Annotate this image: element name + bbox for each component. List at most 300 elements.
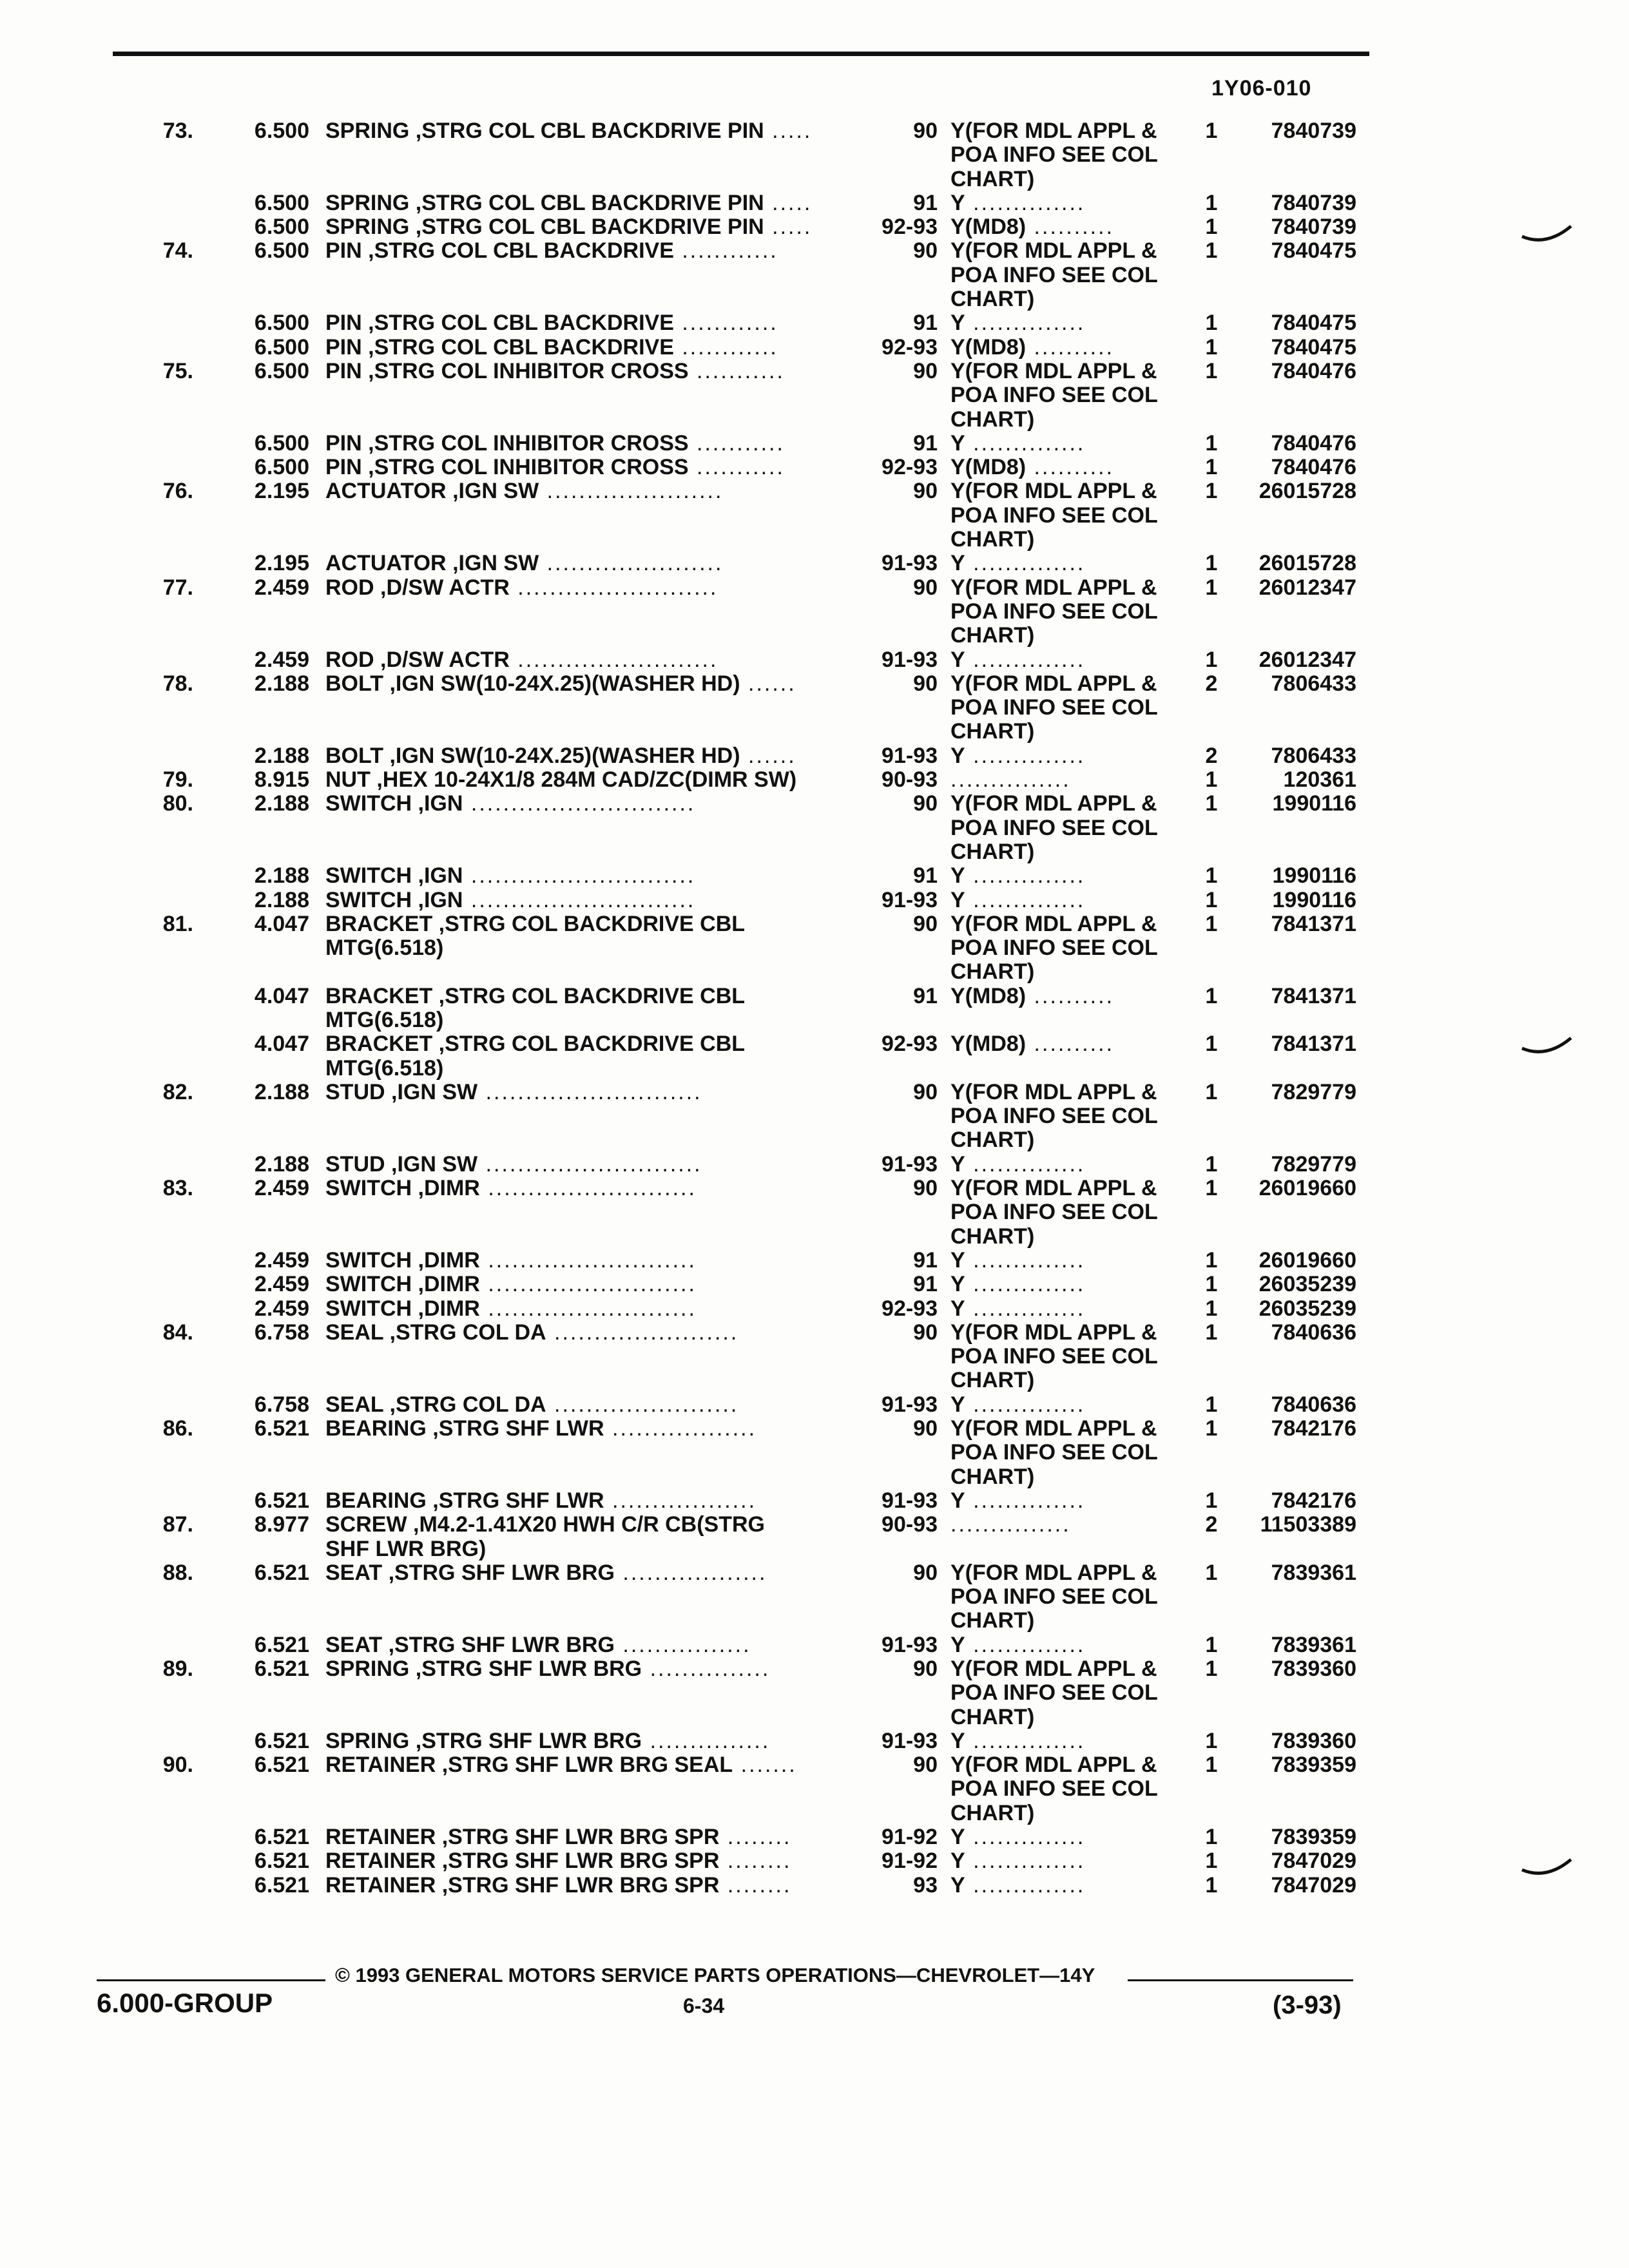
- top-rule: [113, 52, 1369, 56]
- leader-dots: ...............: [950, 1513, 1071, 1537]
- part-name: SWITCH: [325, 1248, 412, 1273]
- application-text: Y: [950, 1273, 965, 1297]
- part-name: SWITCH: [325, 792, 412, 816]
- part-description: [325, 1249, 860, 1273]
- quantity: 1: [1205, 1296, 1218, 1321]
- application: [950, 479, 1170, 503]
- part-detail: ,IGN: [412, 792, 463, 816]
- leader-dots: ...............: [642, 1657, 771, 1681]
- part-number: 1990116: [1272, 791, 1356, 816]
- part-description: [325, 311, 860, 335]
- group-number: 2.459: [254, 1176, 309, 1201]
- model-years: 91-93: [882, 647, 938, 672]
- application-text: CHART): [950, 960, 1035, 985]
- leader-dots: ..............: [965, 1729, 1086, 1753]
- quantity: 2: [1205, 671, 1218, 696]
- part-detail: ,STRG SHF LWR BRG: [382, 1561, 615, 1585]
- part-name: SEAT: [325, 1633, 383, 1657]
- part-number: 7839361: [1271, 1632, 1356, 1657]
- quantity: 1: [1205, 1247, 1218, 1273]
- table-row: [0, 143, 1629, 167]
- part-description: [325, 456, 860, 479]
- application: [950, 792, 1170, 816]
- part-description: [325, 864, 860, 888]
- table-row: [0, 1465, 1629, 1489]
- group-number: 2.195: [254, 551, 309, 576]
- leader-dots: ..............: [965, 1849, 1086, 1874]
- part-detail: ,STRG COL CBL BACKDRIVE PIN: [409, 191, 764, 215]
- part-number: 26012347: [1258, 575, 1356, 600]
- table-row: [0, 1706, 1629, 1729]
- application-text: CHART): [950, 720, 1035, 744]
- application: [950, 1369, 1170, 1392]
- leader-dots: ............................: [463, 864, 696, 889]
- table-row: [0, 1345, 1629, 1369]
- group-number: 6.500: [254, 430, 309, 456]
- part-number: 26019660: [1258, 1176, 1356, 1201]
- part-detail: ,STRG SHF LWR BRG: [382, 1633, 615, 1657]
- group-number: 2.188: [254, 1151, 309, 1177]
- application: [950, 1200, 1170, 1224]
- model-years: 91: [913, 1247, 938, 1273]
- application-text: CHART): [950, 528, 1035, 552]
- quantity: 1: [1205, 767, 1218, 793]
- application-text: POA INFO SEE COL: [950, 1777, 1158, 1802]
- application-text: Y: [950, 1825, 965, 1850]
- part-name: PIN: [325, 456, 362, 480]
- part-name: PIN: [325, 431, 362, 456]
- leader-dots: ...........: [688, 431, 785, 456]
- part-description: [325, 1008, 860, 1032]
- model-years: 91-93: [882, 887, 938, 912]
- part-name: PIN: [325, 359, 362, 383]
- application: [950, 1104, 1170, 1128]
- application: [950, 1802, 1170, 1825]
- application: [950, 1561, 1170, 1585]
- leader-dots: ..................: [604, 1488, 757, 1513]
- margin-tick-mark: [1521, 1034, 1572, 1060]
- part-detail: ,D/SW ACTR: [374, 648, 510, 672]
- part-detail: ,DIMR: [412, 1273, 480, 1297]
- table-row: [0, 696, 1629, 720]
- table-row: [0, 576, 1629, 600]
- table-row: [0, 1681, 1629, 1705]
- ref-number: 90.: [162, 1753, 193, 1778]
- part-detail: MTG(6.518): [325, 1008, 444, 1032]
- application: [950, 624, 1170, 648]
- part-number: 7840739: [1271, 215, 1356, 240]
- leader-dots: ........: [719, 1849, 792, 1874]
- application-text: CHART): [950, 624, 1035, 648]
- leader-dots: ..........: [1026, 456, 1115, 480]
- application-text: Y: [950, 1152, 965, 1177]
- application: [950, 1297, 1170, 1321]
- table-row: [0, 720, 1629, 744]
- leader-dots: ............................: [463, 792, 696, 816]
- application: [950, 552, 1170, 575]
- model-years: 91: [913, 863, 938, 889]
- leader-dots: ...........: [688, 359, 785, 383]
- application: [950, 360, 1170, 383]
- part-detail: ,STRG COL BACKDRIVE CBL: [432, 912, 746, 936]
- model-years: 90: [913, 238, 938, 264]
- application-text: POA INFO SEE COL: [950, 1200, 1158, 1225]
- table-row: [0, 432, 1629, 456]
- application: [950, 336, 1170, 360]
- part-description: [325, 1489, 860, 1513]
- leader-dots: ............: [673, 311, 778, 336]
- part-detail: ,IGN: [412, 888, 463, 912]
- part-detail: ,STRG COL INHIBITOR CROSS: [361, 456, 689, 480]
- quantity: 1: [1205, 1632, 1218, 1657]
- part-number: 7806433: [1271, 743, 1356, 768]
- application: [950, 1128, 1170, 1152]
- part-name: RETAINER: [325, 1849, 436, 1874]
- quantity: 1: [1205, 1392, 1218, 1417]
- margin-tick-mark: [1521, 222, 1572, 248]
- model-years: 91: [913, 190, 938, 215]
- quantity: 1: [1205, 215, 1218, 240]
- table-row: [0, 1177, 1629, 1200]
- group-number: 6.500: [254, 238, 309, 264]
- application-text: Y: [950, 888, 965, 912]
- group-number: 2.195: [254, 479, 309, 504]
- part-detail: ,STRG COL DA: [383, 1320, 546, 1345]
- application-text: CHART): [950, 167, 1035, 191]
- ref-number: 82.: [162, 1079, 193, 1104]
- table-row: [0, 1225, 1629, 1249]
- part-number: 1990116: [1272, 863, 1356, 889]
- table-row: [0, 336, 1629, 360]
- model-years: 91: [913, 311, 938, 336]
- part-number: 7840476: [1271, 358, 1356, 383]
- part-number: 7840476: [1271, 430, 1356, 456]
- leader-dots: .....: [764, 119, 813, 143]
- application: [950, 889, 1170, 912]
- table-row: [0, 1489, 1629, 1513]
- leader-dots: ..............: [965, 1152, 1086, 1177]
- group-number: 2.459: [254, 1247, 309, 1273]
- application-text: Y: [950, 744, 965, 768]
- table-row: [0, 1057, 1629, 1081]
- application-text: POA INFO SEE COL: [950, 263, 1158, 287]
- table-row: [0, 816, 1629, 840]
- table-row: [0, 1825, 1629, 1849]
- part-name: NUT: [325, 768, 371, 793]
- table-row: [0, 360, 1629, 383]
- part-name: SEAL: [325, 1392, 384, 1417]
- leader-dots: .......: [733, 1753, 797, 1778]
- model-years: 90: [913, 1079, 938, 1104]
- model-years: 91-93: [882, 1151, 938, 1177]
- part-detail: MTG(6.518): [325, 1056, 444, 1081]
- model-years: 91-93: [882, 551, 938, 576]
- part-name: SWITCH: [325, 1296, 412, 1321]
- part-name: SPRING: [325, 215, 410, 240]
- model-years: 90: [913, 358, 938, 383]
- application-text: Y(MD8): [950, 984, 1027, 1008]
- table-row: [0, 191, 1629, 215]
- part-name: SEAL: [325, 1320, 384, 1345]
- application: [950, 215, 1170, 239]
- quantity: 1: [1205, 983, 1218, 1008]
- part-description: [325, 1849, 860, 1873]
- table-row: [0, 985, 1629, 1008]
- table-row: [0, 1561, 1629, 1585]
- application: [950, 1225, 1170, 1249]
- application: [950, 1585, 1170, 1609]
- leader-dots: ..............: [965, 1633, 1086, 1657]
- application-text: Y(FOR MDL APPL &: [950, 119, 1157, 143]
- part-number: 7842176: [1271, 1488, 1356, 1513]
- application-text: Y(FOR MDL APPL &: [950, 1080, 1157, 1104]
- part-detail: ,D/SW ACTR: [374, 575, 510, 600]
- model-years: 92-93: [882, 1032, 938, 1057]
- table-row: [0, 768, 1629, 792]
- application: [950, 1273, 1170, 1296]
- leader-dots: .........................: [509, 575, 718, 600]
- part-detail: ,STRG COL CBL BACKDRIVE: [361, 335, 674, 360]
- table-row: [0, 456, 1629, 479]
- table-row: [0, 1849, 1629, 1873]
- leader-dots: ........: [719, 1873, 792, 1898]
- part-description: [325, 1393, 860, 1417]
- part-number: 26015728: [1258, 479, 1356, 504]
- part-number: 7840475: [1271, 311, 1356, 336]
- application-text: CHART): [950, 1224, 1035, 1249]
- part-number: 26035239: [1258, 1272, 1356, 1297]
- quantity: 1: [1205, 1825, 1218, 1850]
- part-description: [325, 1177, 860, 1200]
- part-detail: ,HEX 10-24X1/8 284M CAD/ZC(DIMR SW): [370, 768, 797, 793]
- footer-copyright: © 1993 GENERAL MOTORS SERVICE PARTS OPERATIONS—CHEVROLET—14Y: [335, 1964, 1095, 1986]
- table-row: [0, 1513, 1629, 1537]
- part-number: 7839361: [1271, 1560, 1356, 1585]
- footer-group-label: 6.000-GROUP: [97, 1988, 273, 2018]
- application-text: Y(FOR MDL APPL &: [950, 792, 1157, 816]
- part-number: 7840636: [1271, 1320, 1356, 1345]
- part-detail: ,STRG SHF LWR: [426, 1417, 604, 1441]
- part-number: 7840636: [1271, 1392, 1356, 1417]
- quantity: 1: [1205, 430, 1218, 456]
- quantity: 1: [1205, 575, 1218, 600]
- application: [950, 408, 1170, 432]
- model-years: 90: [913, 1657, 938, 1681]
- application: [950, 840, 1170, 864]
- table-row: [0, 864, 1629, 888]
- application: [950, 576, 1170, 600]
- part-detail: ,M4.2-1.41X20 HWH C/R CB(STRG: [407, 1513, 766, 1537]
- application: [950, 119, 1170, 143]
- part-number: 7841371: [1271, 1032, 1356, 1057]
- application-text: POA INFO SEE COL: [950, 936, 1158, 961]
- table-row: [0, 1393, 1629, 1417]
- leader-dots: ..........................: [479, 1177, 697, 1201]
- part-detail: ,STRG COL DA: [383, 1392, 546, 1417]
- quantity: 1: [1205, 863, 1218, 889]
- application-text: Y: [950, 648, 965, 672]
- part-number: 7806433: [1271, 671, 1356, 696]
- application: [950, 768, 1170, 792]
- table-row: [0, 1729, 1629, 1753]
- leader-dots: ..............: [965, 1273, 1086, 1297]
- table-row: [0, 1874, 1629, 1898]
- application: [950, 239, 1170, 263]
- quantity: 1: [1205, 190, 1218, 215]
- table-row: [0, 1081, 1629, 1104]
- application: [950, 1753, 1170, 1777]
- table-row: [0, 1777, 1629, 1801]
- application-text: POA INFO SEE COL: [950, 696, 1158, 720]
- table-row: [0, 648, 1629, 672]
- part-number: 120361: [1283, 767, 1356, 793]
- application-text: Y: [950, 1729, 965, 1753]
- application: [950, 1609, 1170, 1633]
- group-number: 6.521: [254, 1632, 309, 1657]
- leader-dots: ..............: [965, 1873, 1086, 1898]
- application: [950, 1657, 1170, 1681]
- application: [950, 1177, 1170, 1200]
- leader-dots: ..........: [1026, 984, 1115, 1008]
- quantity: 1: [1205, 1560, 1218, 1585]
- table-row: [0, 1657, 1629, 1681]
- quantity: 1: [1205, 1320, 1218, 1345]
- model-years: 92-93: [882, 334, 938, 360]
- application: [950, 1681, 1170, 1705]
- application: [950, 287, 1170, 311]
- part-number: 7839360: [1271, 1657, 1356, 1681]
- ref-number: 89.: [162, 1657, 193, 1681]
- part-detail: ,STRG COL BACKDRIVE CBL: [432, 984, 746, 1008]
- part-number: 7839359: [1271, 1753, 1356, 1778]
- ref-number: 74.: [162, 238, 193, 264]
- model-years: 90: [913, 1176, 938, 1201]
- margin-tick-mark: [1521, 1856, 1572, 1881]
- application-text: CHART): [950, 1128, 1035, 1153]
- part-number: 7840475: [1271, 334, 1356, 360]
- model-years: 91-93: [882, 1632, 938, 1657]
- application-text: Y: [950, 1633, 965, 1657]
- application-text: CHART): [950, 287, 1035, 312]
- part-description: [325, 1657, 860, 1681]
- group-number: 2.188: [254, 743, 309, 768]
- leader-dots: ..............: [965, 1488, 1086, 1513]
- quantity: 2: [1205, 1512, 1218, 1537]
- application: [950, 1825, 1170, 1849]
- application-text: POA INFO SEE COL: [950, 1345, 1158, 1369]
- part-number: 11503389: [1260, 1512, 1356, 1537]
- application: [950, 1729, 1170, 1753]
- group-number: 2.459: [254, 1272, 309, 1297]
- part-description: [325, 792, 860, 816]
- part-number: 26015728: [1258, 551, 1356, 576]
- application: [950, 1633, 1170, 1657]
- part-name: BRACKET: [325, 984, 433, 1008]
- part-description: [325, 1081, 860, 1104]
- part-number: 7841371: [1271, 911, 1356, 936]
- application-text: CHART): [950, 407, 1035, 432]
- model-years: 91-93: [882, 1728, 938, 1753]
- part-name: SPRING: [325, 1657, 410, 1681]
- parts-table: [0, 119, 1629, 1898]
- part-detail: ,STRG COL INHIBITOR CROSS: [361, 431, 689, 456]
- leader-dots: ..........................: [479, 1248, 697, 1273]
- leader-dots: .........................: [509, 648, 718, 672]
- group-number: 6.521: [254, 1488, 309, 1513]
- part-description: [325, 1032, 860, 1056]
- leader-dots: ..............: [965, 311, 1086, 336]
- part-detail: ,IGN: [412, 864, 463, 889]
- part-description: [325, 119, 860, 143]
- leader-dots: ..............: [965, 864, 1086, 889]
- group-number: 6.521: [254, 1849, 309, 1874]
- part-description: [325, 1321, 860, 1345]
- footer-rule-right: [1128, 1979, 1353, 1981]
- ref-number: 86.: [162, 1416, 193, 1441]
- part-description: [325, 1153, 860, 1177]
- application-text: POA INFO SEE COL: [950, 1104, 1158, 1129]
- part-detail: ,STRG COL CBL BACKDRIVE: [361, 239, 674, 264]
- quantity: 1: [1205, 238, 1218, 264]
- leader-dots: ..............: [965, 431, 1086, 456]
- part-detail: ,STRG SHF LWR BRG: [409, 1657, 642, 1681]
- model-years: 90: [913, 671, 938, 696]
- leader-dots: ........: [719, 1825, 792, 1850]
- application-text: Y(FOR MDL APPL &: [950, 575, 1157, 600]
- application: [950, 456, 1170, 479]
- table-row: [0, 912, 1629, 936]
- model-years: 90: [913, 791, 938, 816]
- application: [950, 1777, 1170, 1801]
- table-row: [0, 215, 1629, 239]
- application: [950, 264, 1170, 287]
- application-text: Y: [950, 191, 965, 215]
- table-row: [0, 960, 1629, 984]
- part-detail: MTG(6.518): [325, 936, 444, 961]
- ref-number: 73.: [162, 119, 193, 143]
- application: [950, 528, 1170, 552]
- application: [950, 1153, 1170, 1177]
- part-detail: ,STRG COL CBL BACKDRIVE: [361, 311, 674, 336]
- part-number: 26019660: [1258, 1247, 1356, 1273]
- application-text: Y(FOR MDL APPL &: [950, 1177, 1157, 1201]
- part-name: PIN: [325, 311, 362, 336]
- application: [950, 720, 1170, 744]
- table-row: [0, 1585, 1629, 1609]
- application-text: Y(FOR MDL APPL &: [950, 359, 1157, 383]
- quantity: 1: [1205, 334, 1218, 360]
- part-name: SCREW: [325, 1513, 407, 1537]
- part-number: 7840475: [1271, 238, 1356, 264]
- ref-number: 80.: [162, 791, 193, 816]
- application: [950, 985, 1170, 1008]
- leader-dots: ..................: [614, 1561, 767, 1585]
- application-text: Y(MD8): [950, 335, 1027, 360]
- table-row: [0, 264, 1629, 287]
- application: [950, 648, 1170, 672]
- application: [950, 912, 1170, 936]
- table-row: [0, 383, 1629, 407]
- part-name: BRACKET: [325, 1032, 433, 1057]
- part-description: [325, 1561, 860, 1585]
- part-description: [325, 912, 860, 936]
- table-row: [0, 600, 1629, 624]
- part-name: SPRING: [325, 119, 410, 143]
- table-row: [0, 1297, 1629, 1321]
- application-text: Y(FOR MDL APPL &: [950, 1417, 1157, 1441]
- table-row: [0, 1417, 1629, 1441]
- ref-number: 84.: [162, 1320, 193, 1345]
